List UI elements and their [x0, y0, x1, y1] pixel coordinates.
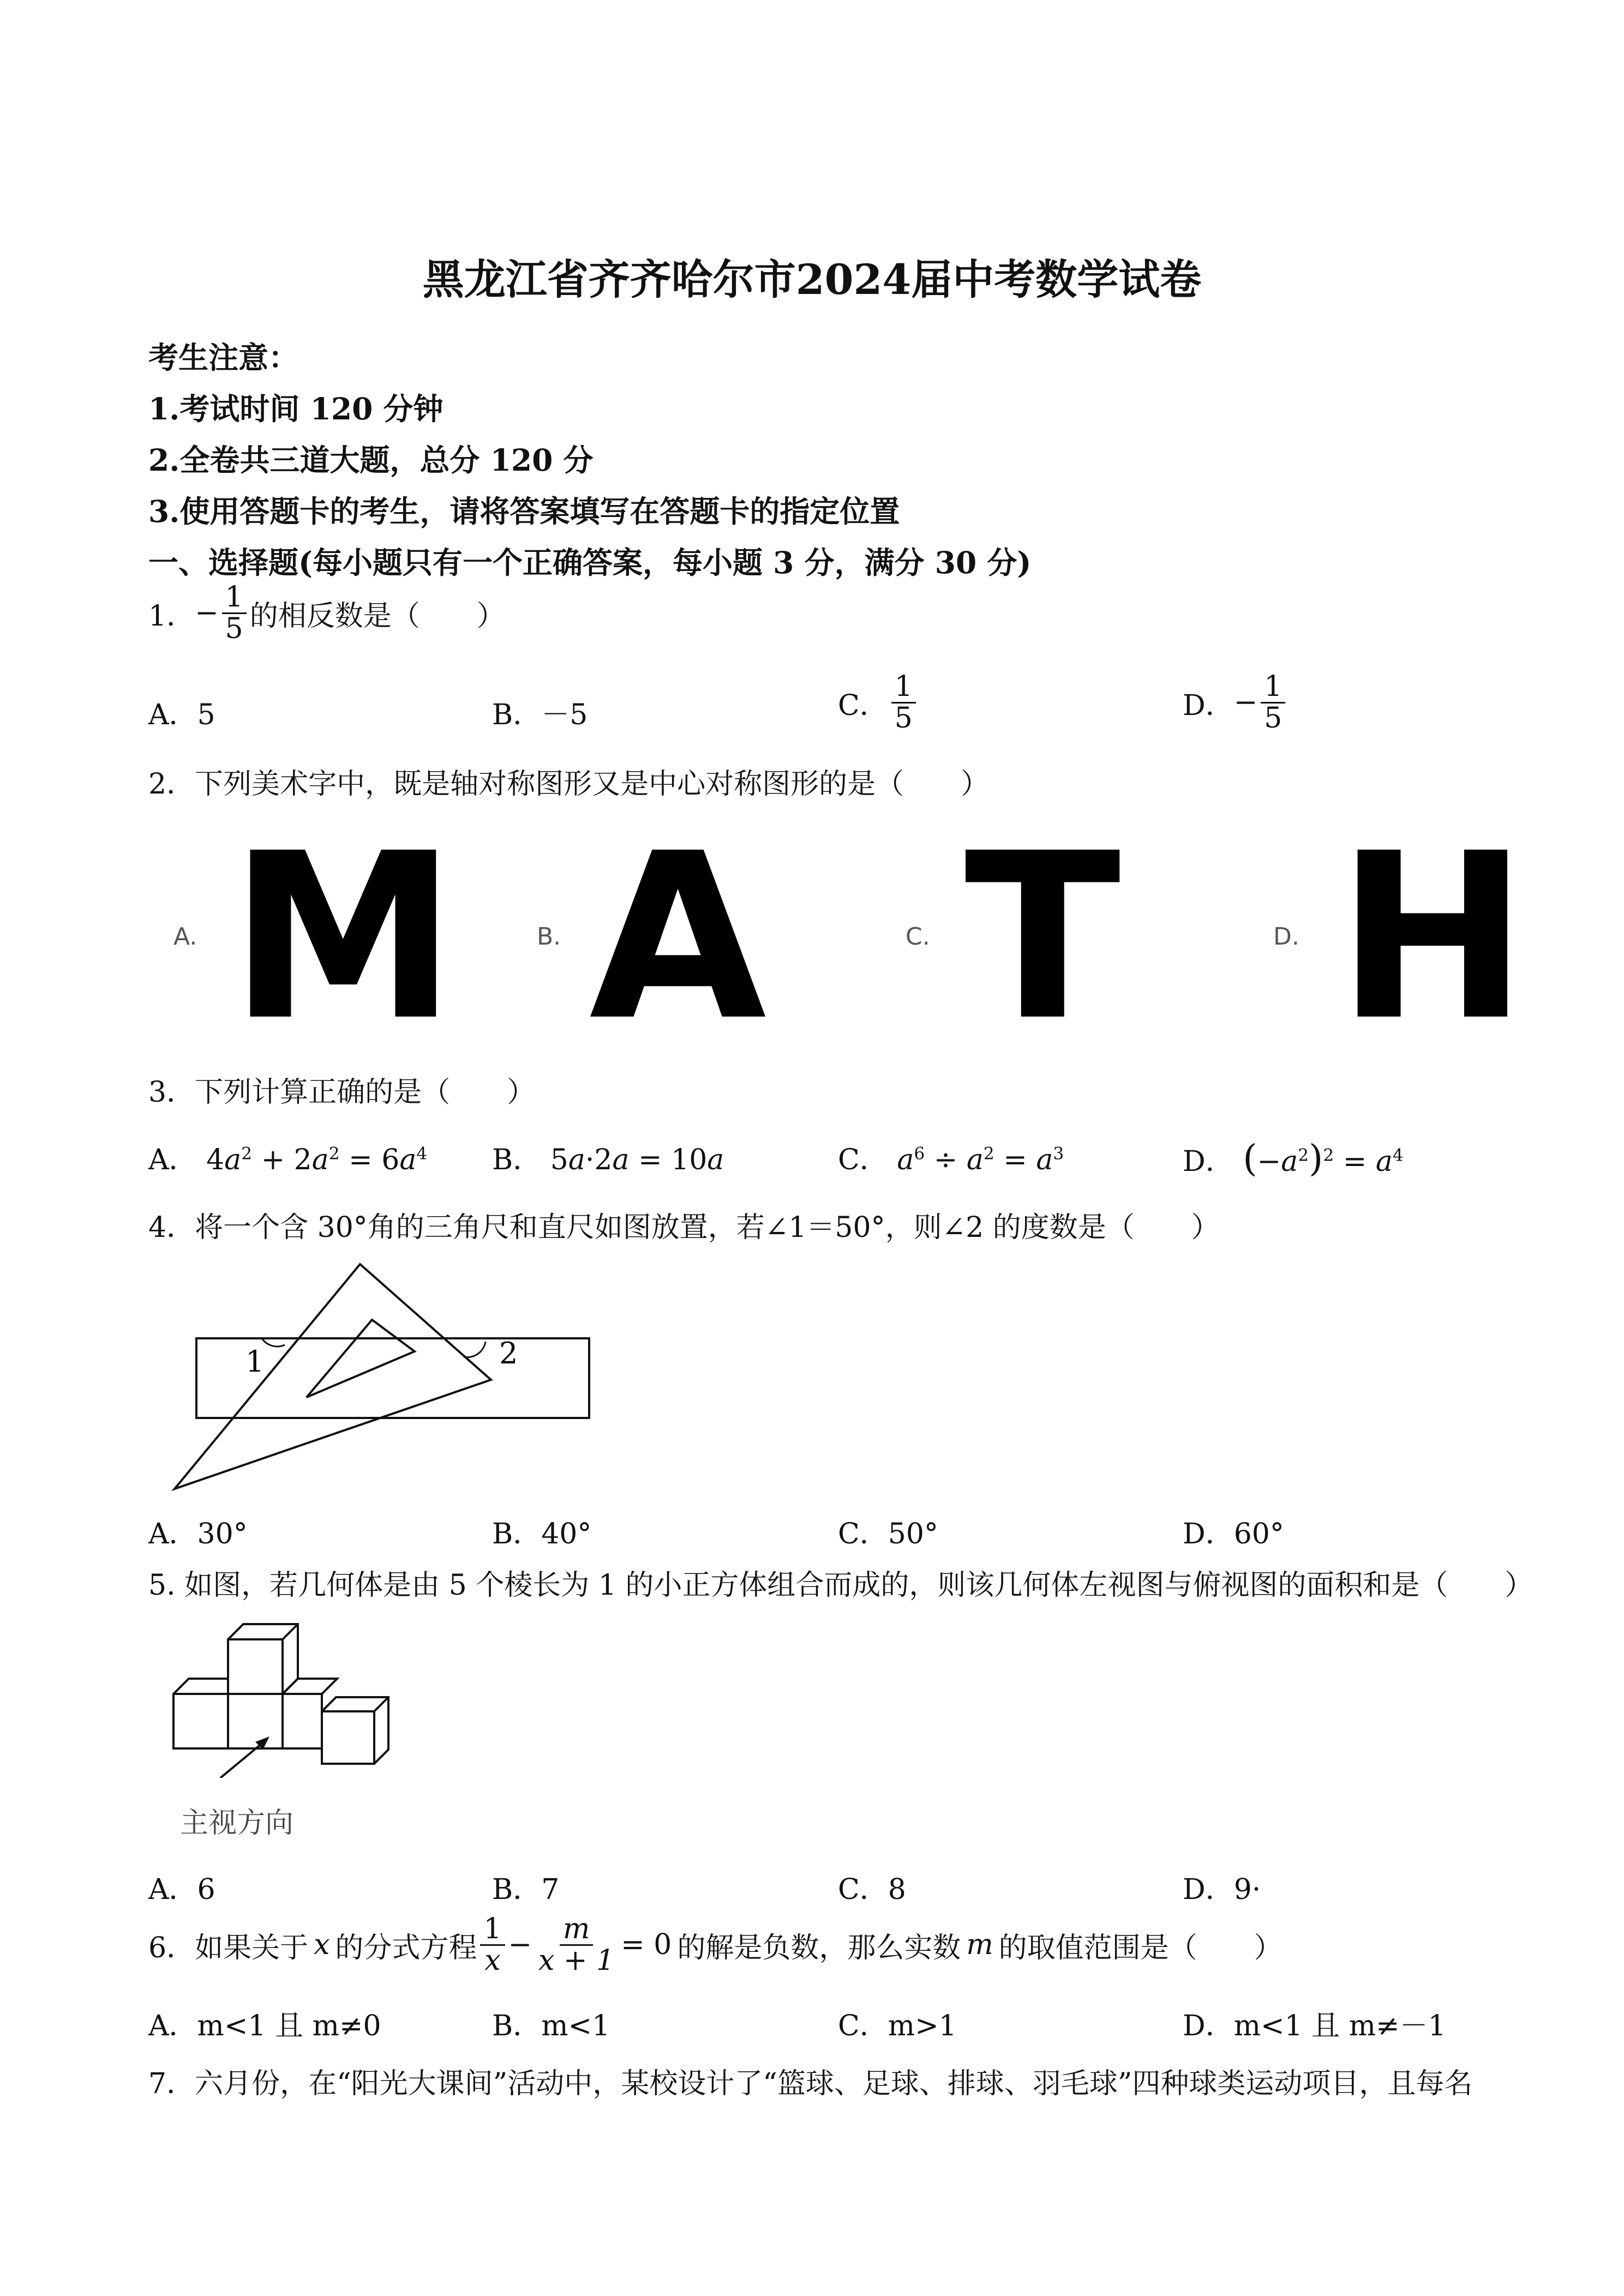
angle-2-label: 2 — [499, 1336, 518, 1371]
cube-front — [322, 1711, 374, 1764]
denominator: x + 1 — [538, 1944, 615, 1977]
denominator: 5 — [1264, 701, 1283, 735]
variable-x: x — [314, 1928, 330, 1962]
q1-option-d — [1183, 672, 1289, 733]
cube-right-top-back — [283, 1679, 337, 1694]
q4-option-d: D．60° — [1183, 1518, 1284, 1550]
option-label: C． — [838, 1144, 888, 1176]
fraction — [1261, 672, 1285, 733]
note-2: 2.全卷共三道大题，总分 120 分 — [148, 442, 594, 478]
question-number: 1． — [148, 599, 195, 633]
cube-right-back — [283, 1694, 322, 1748]
question-1 — [148, 582, 505, 644]
numerator: 1 — [1261, 672, 1285, 704]
page-title: 黑龙江省齐齐哈尔市2024届中考数学试卷 — [422, 255, 1202, 304]
q3-option-c: C． $a^6 \div a^2 = a^3$ — [838, 1144, 1064, 1176]
note-3: 3.使用答题卡的考生，请将答案填写在答题卡的指定位置 — [148, 494, 900, 529]
denominator: 5 — [225, 612, 243, 645]
fraction — [222, 582, 247, 644]
q2-letter-m: M — [229, 804, 457, 1071]
question-6 — [148, 1914, 1283, 1975]
denominator: x — [484, 1944, 501, 1977]
q3-option-d: D． $(-a^2)^2 = a^4$ — [1183, 1137, 1404, 1180]
fraction — [891, 672, 916, 733]
notes-heading: 考生注意： — [148, 340, 299, 375]
cube-top-edge — [283, 1624, 298, 1639]
view-direction-caption: 主视方向 — [180, 1807, 294, 1840]
equals-zero: = 0 — [621, 1928, 672, 1962]
question-4: 4．将一个含 30°角的三角尺和直尺如图放置，若∠1＝50°，则∠2 的度数是（ ） — [148, 1211, 1220, 1244]
angle-2-arc — [464, 1342, 486, 1357]
cube-middle — [228, 1694, 283, 1748]
q2-label-d: D. — [1273, 923, 1299, 951]
q4-option-a: A．30° — [148, 1518, 248, 1550]
note-1: 1.考试时间 120 分钟 — [148, 391, 444, 426]
q2-letter-t: T — [964, 804, 1121, 1071]
q1-option-c — [838, 672, 919, 733]
q2-label-b: B. — [537, 923, 561, 951]
option-label: D． — [1183, 1145, 1234, 1178]
question-text: 的解是负数，那么实数 — [677, 1931, 961, 1964]
q2-letter-a: A — [589, 804, 767, 1071]
question-5: 5. 如图，若几何体是由 5 个棱长为 1 的小正方体组合而成的，则该几何体左视图与俯视图的面积和是（ ） — [148, 1569, 1533, 1602]
q4-option-b: B．40° — [492, 1518, 592, 1550]
q1-option-a: A．5 — [148, 699, 215, 731]
option-label: D． — [1183, 689, 1234, 722]
q5-option-c: C．8 — [838, 1873, 906, 1906]
numerator: m — [560, 1914, 593, 1946]
numerator: 1 — [480, 1914, 505, 1946]
outer-triangle — [175, 1264, 491, 1489]
q5-option-d: D．9· — [1183, 1873, 1261, 1906]
q5-option-b: B．7 — [492, 1873, 560, 1906]
question-text: 6．如果关于 — [148, 1931, 309, 1964]
question-3: 3．下列计算正确的是（ ） — [148, 1076, 536, 1109]
cube-front-edge — [374, 1697, 388, 1711]
option-label: C． — [838, 689, 888, 722]
q2-label-a: A. — [173, 923, 197, 951]
cube-left — [173, 1694, 228, 1748]
q2-label-c: C. — [906, 923, 930, 951]
ruler-triangle-figure — [164, 1254, 600, 1494]
fraction-1 — [480, 1914, 505, 1975]
cube-left-top — [173, 1679, 228, 1694]
angle-1-label: 1 — [245, 1344, 265, 1379]
angle-1-arc — [262, 1338, 285, 1347]
denominator: 5 — [894, 701, 913, 735]
inner-triangle — [307, 1320, 415, 1397]
fraction-2 — [535, 1914, 618, 1975]
q4-option-c: C．50° — [838, 1518, 938, 1550]
variable-m: m — [966, 1928, 993, 1962]
q2-letter-h: H — [1337, 804, 1529, 1071]
cube-figure — [164, 1614, 415, 1778]
question-7: 7．六月份，在“阳光大课间”活动中，某校设计了“篮球、足球、排球、羽毛球”四种球类运动项目，且每名 — [148, 2067, 1473, 2100]
question-2: 2．下列美术字中，既是轴对称图形又是中心对称图形的是（ ） — [148, 768, 990, 801]
q1-option-b: B．－5 — [492, 699, 588, 731]
option-label: B． — [492, 1144, 542, 1176]
q6-option-c: C．m>1 — [838, 2010, 957, 2042]
q3-option-a: A． $4a^2 + 2a^2 = 6a^4$ — [148, 1144, 428, 1176]
section-1-heading: 一、选择题(每小题只有一个正确答案，每小题 3 分，满分 30 分) — [148, 545, 1032, 580]
cube-top-front — [228, 1639, 283, 1694]
question-text: 的分式方程 — [335, 1931, 477, 1964]
numerator: 1 — [891, 672, 916, 704]
q3-option-b: B． 5a·2a = 10a — [492, 1144, 724, 1176]
q5-option-a: A．6 — [148, 1873, 215, 1906]
q6-option-d: D．m<1 且 m≠－1 — [1183, 2010, 1446, 2042]
minus-sign: − — [508, 1928, 532, 1962]
question-text: 的取值范围是（ ） — [998, 1931, 1283, 1964]
question-text: 的相反数是（ ） — [249, 599, 505, 633]
q6-option-b: B．m<1 — [492, 2010, 610, 2042]
minus-sign: − — [1233, 686, 1258, 719]
q6-option-a: A．m<1 且 m≠0 — [148, 2010, 381, 2042]
numerator: 1 — [222, 582, 247, 614]
option-label: A． — [148, 1144, 197, 1176]
minus-sign: − — [195, 597, 219, 630]
